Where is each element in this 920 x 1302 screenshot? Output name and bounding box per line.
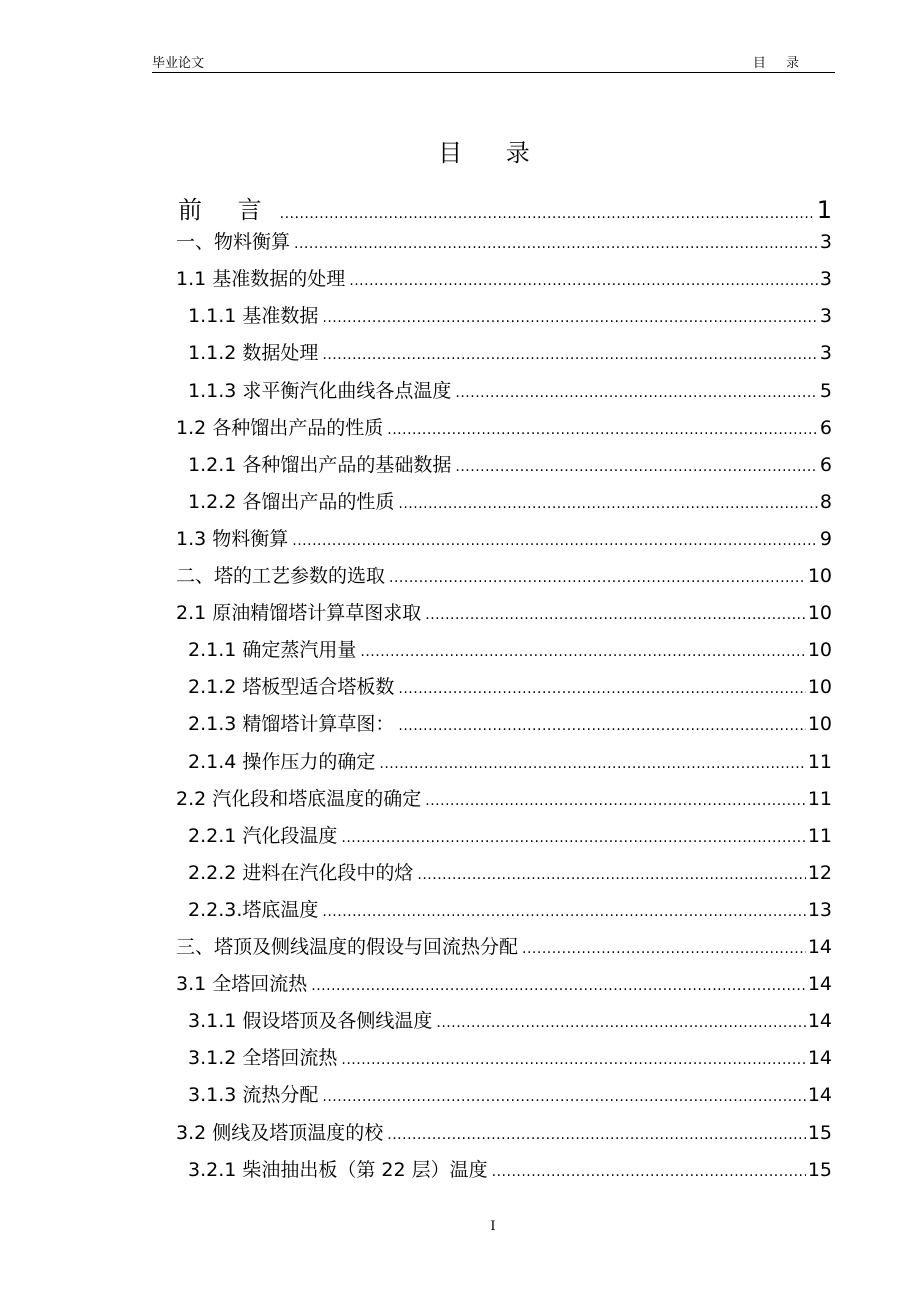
toc-entry[interactable] [176,561,832,587]
toc-entry-label: 二、塔的工艺参数的选取 [176,565,386,587]
toc-entry[interactable] [188,376,832,402]
toc-entry[interactable] [176,932,832,958]
toc-entry-label: 1.1.3 求平衡汽化曲线各点温度 [188,379,452,402]
toc-leader-dots [455,459,818,475]
page-title: 目 录 [438,139,548,167]
toc-entry-page: 10 [807,676,832,699]
toc-entry-page: 15 [807,1158,832,1181]
toc-leader-dots [341,1052,805,1068]
toc-leader-dots [387,1127,806,1143]
toc-entry[interactable] [188,301,832,327]
toc-entry-page: 8 [819,490,832,513]
toc-entry-page: 9 [819,527,832,550]
toc-entry-page: 3 [819,305,832,328]
toc-entry-page: 5 [819,379,832,402]
toc-leader-dots [522,941,806,957]
toc-leader-dots [425,793,806,809]
toc-entry-label: 2.2.3.塔底温度 [188,898,319,921]
toc-entry[interactable] [176,598,832,624]
toc-leader-dots [398,496,818,512]
toc-entry-label: 2.2 汽化段和塔底温度的确定 [176,787,422,810]
toc-entry-page: 10 [807,713,832,736]
toc-entry-label: 3.1.3 流热分配 [188,1084,319,1107]
toc-entry-page: 10 [807,565,832,587]
toc-entry-label: 2.1 原油精馏塔计算草图求取 [176,602,422,625]
toc-entry-label: 1.1.2 数据处理 [188,342,319,365]
toc-entry[interactable] [176,1118,832,1144]
toc-entry[interactable] [188,1080,832,1106]
toc-entry-page: 3 [819,342,832,365]
toc-entry-page: 1 [816,196,832,224]
toc-entry-page: 10 [807,639,832,662]
toc-entry-label: 3.2.1 柴油抽出板（第 22 层）温度 [188,1158,488,1181]
toc-leader-dots [322,347,818,363]
toc-leader-dots [280,206,815,222]
toc-entry-label: 3.2 侧线及塔顶温度的校 [176,1121,384,1144]
toc-entry-label: 2.2.2 进料在汽化段中的焓 [188,861,414,884]
toc-entry[interactable] [188,1155,832,1181]
toc-leader-dots [322,904,805,920]
toc-entry[interactable] [176,413,832,439]
toc-entry-label: 1.2 各种馏出产品的性质 [176,416,384,439]
toc-leader-dots [389,570,806,586]
toc-entry-label: 3.1.2 全塔回流热 [188,1047,338,1070]
toc-entry[interactable] [176,784,832,810]
toc-entry[interactable] [188,635,832,661]
toc-leader-dots [387,422,818,438]
toc-entry[interactable] [176,227,832,253]
toc-leader-dots [349,273,818,289]
toc-entry-label: 3.1 全塔回流热 [176,973,308,996]
toc-entry-label: 2.2.1 汽化段温度 [188,824,338,847]
toc-leader-dots [311,978,806,994]
toc-entry[interactable] [188,1043,832,1069]
toc-entry[interactable] [176,264,832,290]
page-number: I [490,1219,496,1234]
toc-leader-dots [379,756,805,772]
toc-entry-page: 11 [807,787,832,810]
toc-entry-label: 一、物料衡算 [176,231,291,254]
toc-entry[interactable] [188,338,832,364]
toc-entry[interactable] [188,1006,832,1032]
toc-leader-dots [492,1164,806,1180]
toc-entry[interactable] [188,747,832,773]
toc-entry-page: 14 [807,1084,832,1107]
toc-entry[interactable] [178,190,832,224]
toc-entry-label: 2.1.1 确定蒸汽用量 [188,639,357,662]
toc-leader-dots [322,1089,805,1105]
toc-leader-dots [417,867,805,883]
toc-entry-label: 2.1.2 塔板型适合塔板数 [188,676,395,699]
toc-entry-label: 前 言 [178,196,276,224]
toc-leader-dots [436,1015,805,1031]
toc-entry-page: 13 [807,898,832,921]
toc-entry-page: 15 [807,1121,832,1144]
toc-entry-page: 3 [819,231,832,254]
toc-entry-page: 11 [807,824,832,847]
toc-entry-page: 3 [819,268,832,291]
toc-leader-dots [341,830,805,846]
toc-entry-page: 12 [807,861,832,884]
toc-entry-page: 14 [807,936,832,958]
toc-entry-page: 14 [807,1010,832,1033]
toc-leader-dots [398,718,805,734]
toc-entry[interactable] [188,709,832,735]
toc-leader-dots [455,385,818,401]
toc-entry-label: 1.3 物料衡算 [176,527,289,550]
toc-entry[interactable] [188,895,832,921]
toc-entry-page: 6 [819,416,832,439]
toc-entry[interactable] [188,858,832,884]
header-left-text: 毕业论文 [152,56,205,71]
toc-entry-label: 三、塔顶及侧线温度的假设与回流热分配 [176,936,519,958]
toc-entry-label: 1.2.2 各馏出产品的性质 [188,490,395,513]
toc-entry-page: 14 [807,1047,832,1070]
toc-leader-dots [360,644,805,660]
toc-entry-page: 6 [819,453,832,476]
toc-leader-dots [322,310,818,326]
toc-entry[interactable] [188,672,832,698]
toc-entry-label: 1.1.1 基准数据 [188,305,319,328]
toc-leader-dots [294,236,818,252]
toc-entry-page: 14 [807,973,832,996]
toc-leader-dots [398,681,805,697]
toc-entry-page: 10 [807,602,832,625]
toc-entry-label: 1.1 基准数据的处理 [176,268,346,291]
toc-entry-label: 2.1.3 精馏塔计算草图： [188,713,395,736]
toc-entry[interactable] [176,524,832,550]
page-header [152,50,835,73]
toc-leader-dots [425,607,806,623]
toc-entry[interactable] [176,969,832,995]
toc-entry[interactable] [188,821,832,847]
toc-entry[interactable] [188,450,832,476]
toc-entry-label: 2.1.4 操作压力的确定 [188,750,376,773]
toc-entry-page: 11 [807,750,832,773]
toc-entry-label: 3.1.1 假设塔顶及各侧线温度 [188,1010,433,1033]
toc-entry[interactable] [188,487,832,513]
toc-entry-label: 1.2.1 各种馏出产品的基础数据 [188,453,452,476]
header-right-text: 目 录 [752,56,807,71]
toc-leader-dots [292,533,818,549]
